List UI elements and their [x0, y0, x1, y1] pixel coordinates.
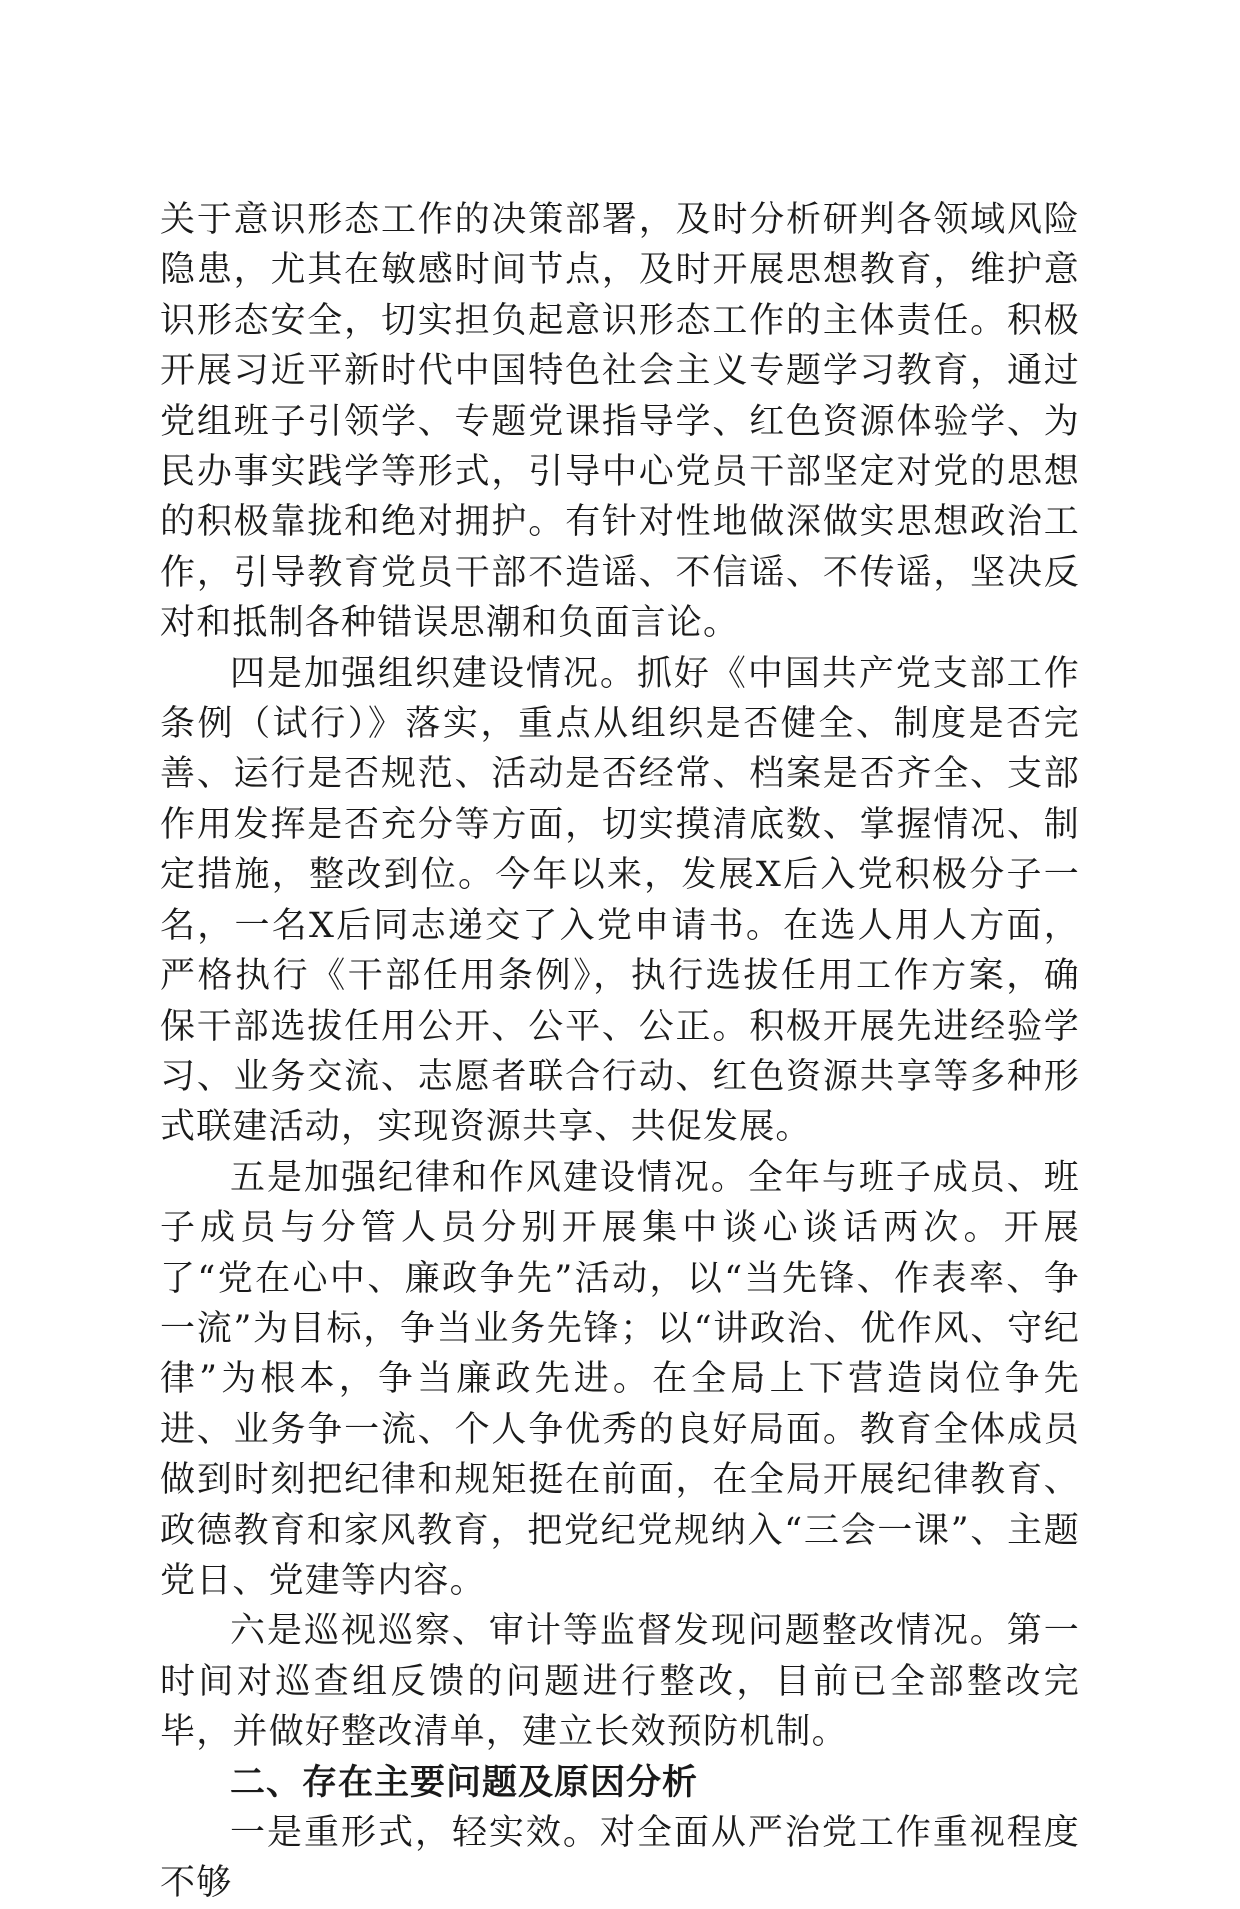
paragraph-problem-one: 一是重形式，轻实效。对全面从严治党工作重视程度不够 — [160, 1813, 1080, 1904]
section-heading: 二、存在主要问题及原因分析 — [230, 1762, 699, 1803]
paragraph-ideology-work: 关于意识形态工作的决策部署，及时分析研判各领域风险隐患，尤其在敏感时间节点，及时开展思想教育，维护意识形态安全，切实担负起意识形态工作的主体责任。积极开展习近平新时代中国特色社会主义专题学习教育，通过党组班子引领学、专题党课指导学、红色资源体验学、为民办事实践学等形式，引导中心党员干部坚定对党的思想的积极靠拢和绝对拥护。有针对性地做深做实思想政治工作，引导教育党员干部不造谣、不信谣、不传谣，坚决反对和抵制各种错误思潮和负面言论。 — [160, 200, 1080, 644]
paragraph-discipline-style: 五是加强纪律和作风建设情况。全年与班子成员、班子成员与分管人员分别开展集中谈心谈话两次。开展了“党在心中、廉政争先”活动，以“当先锋、作表率、争一流”为目标，争当业务先锋；以“讲政治、优作风、守纪律”为根本，争当廉政先进。在全局上下营造岗位争先进、业务争一流、个人争优秀的良好局面。教育全体成员做到时刻把纪律和规矩挺在前面，在全局开展纪律教育、政德教育和家风教育，把党纪党规纳入“三会一课”、主题党日、党建等内容。 — [160, 1157, 1080, 1601]
paragraph-organization-building: 四是加强组织建设情况。抓好《中国共产党支部工作条例（试行）》落实，重点从组织是否健全、制度是否完善、运行是否规范、活动是否经常、档案是否齐全、支部作用发挥是否充分等方面，切实摸清底数、掌握情况、制定措施，整改到位。今年以来，发展X后入党积极分子一名，一名X后同志递交了入党申请书。在选人用人方面，严格执行《干部任用条例》，执行选拔任用工作方案，确保干部选拔任用公开、公平、公正。积极开展先进经验学习、业务交流、志愿者联合行动、红色资源共享等多种形式联建活动，实现资源共享、共促发展。 — [160, 653, 1080, 1148]
paragraph-inspection-rectification: 六是巡视巡察、审计等监督发现问题整改情况。第一时间对巡查组反馈的问题进行整改，目前已全部整改完毕，并做好整改清单，建立长效预防机制。 — [160, 1611, 1080, 1753]
document-body — [160, 195, 1080, 1909]
